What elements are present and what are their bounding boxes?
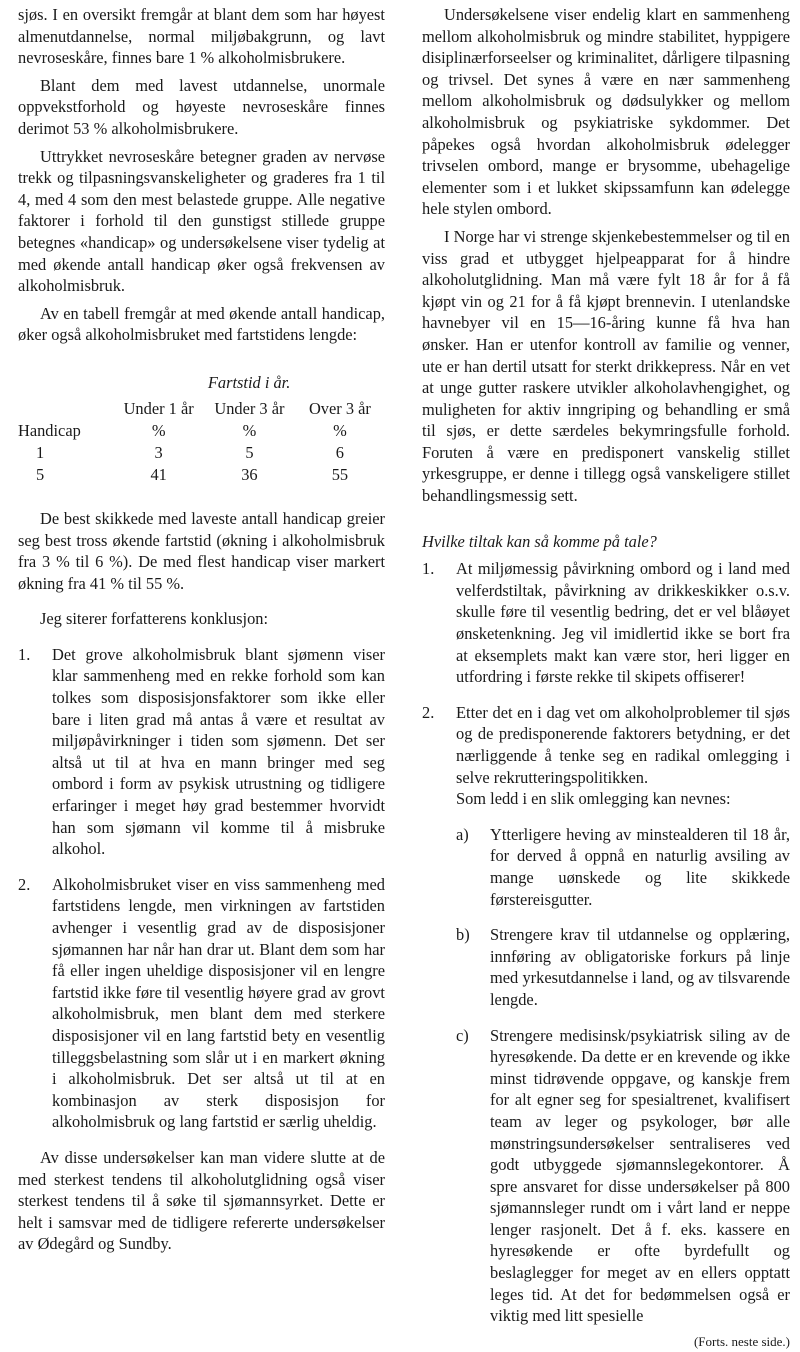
sub-list (456, 824, 790, 1327)
table-col-header: Under 1 år (123, 399, 194, 419)
table-cell: 55 (331, 465, 349, 485)
fartstid-table (18, 368, 385, 486)
sub-list-text: Strengere medisinsk/psykiatrisk siling av de hyresøkende. Da dette er en krevende og ikke minst tidrøvende oppgave, og kanskje frem for alt egner seg for spesialtrenet, kvalifisert team av leger og psykologer, bør alle mønstringsundersøkelser sentraliseres ved godt utbyggede sjømannslegekontorer. Å spre ansvaret for disse undersøkelser på 800 sjømannsleger rundt om i vårt land er neppe lenger rasjonelt. Det å f. eks. kassere en hyresøkende er ofte byrdefullt og beslaglegger for meget av en ellers opptatt leges tid. At det for bedømmelsen også er viktig med litt spesielle (490, 1025, 790, 1326)
paragraph: Av en tabell fremgår at med økende antall handicap, øker også alkoholmisbruket med fartstidens lengde: (18, 303, 385, 345)
left-column (18, 4, 385, 1255)
paragraph: Uttrykket nevroseskåre betegner graden av nervøse trekk og tilpasningsvanskeligheter og graderes fra 1 til 4, med 4 som den mest belastede gruppe. Alle negative faktorer i forhold til den gunstigst stillede gruppe betegnes «handicap» og undersøkelsene viser tydelig at med økende antall handicap øker også frekvensen av alkoholmisbruk. (18, 146, 385, 296)
paragraph: Jeg siterer forfatterens konklusjon: (40, 609, 269, 629)
table-col-header: Over 3 år (308, 399, 371, 419)
table-cell: 6 (335, 443, 344, 463)
sub-list-text: Ytterligere heving av minstealderen til 18 år, for derved å oppnå en naturlig avsiling av mange uønskede og lite skikkede førstereisgutter. (490, 824, 790, 909)
paragraph: De best skikkede med laveste antall handicap greier seg best tross økende fartstid (økning i alkoholmisbruk fra 3 % til 6 %). De med flest handicap viser markert økning fra 41 % til 55 %. (18, 508, 385, 593)
sub-list-item (456, 1025, 790, 1327)
list-subtext: Som ledd i en slik omlegging kan nevnes: (456, 789, 731, 809)
sub-list-item (456, 824, 790, 910)
list-text: At miljømessig påvirkning ombord og i land med velferdstiltak, påvirkning av drikkeskikker o.s.v. skulle føre til vesentlig bedring, det er vel blåøyet ønsketenkning. Jeg vil imidlertid ikke se bort fra at eksemplets makt kan være stor, heri ligger en utfordring i første rekke til skipets offiserer! (456, 559, 790, 687)
sub-list-letter: c) (456, 1025, 469, 1045)
sub-list-letter: b) (456, 925, 470, 945)
section-heading: Hvilke tiltak kan så komme på tale? (422, 531, 657, 551)
sub-list-item (456, 924, 790, 1010)
paragraph: sjøs. I en oversikt fremgår at blant dem som har høyest almenutdannelse, normal miljøbakgrunn, og lavt nevroseskåre, finnes bare 1 % alkoholmisbrukere. (18, 5, 385, 68)
list-text: Alkoholmisbruket viser en viss sammenheng med fartstidens lengde, men virkningen av fartstiden avhenger i vesentlig grad av de disposisjoner sjømannen har når han drar ut. Blant dem som har få eller ingen uheldige disposisjoner vil en lengre fartstid ikke føre til vesentlig høyere grad av grovt alkoholmisbruk, men blant dem med sterkere disposisjoner vil en lang fartstid bety en vesentlig tilleggsbelastning som slår ut i en markert økning i alkoholmisbruk. Det ser altså ut til at en kombinasjon av sterk disposisjon for alkoholmisbruk og lang fartstid er særlig uheldig. (52, 874, 385, 1132)
table-cell: 41 (150, 465, 167, 485)
table-row (18, 442, 385, 464)
list-item (422, 558, 790, 688)
list-number: 2. (422, 702, 435, 722)
list-item (422, 702, 790, 1327)
sub-list-text: Strengere krav til utdannelse og opplæring, innføring av obligatoriske forkurs på linje med yrkesutdannelse i land, og av tilsvarende lengde. (490, 925, 790, 1009)
conclusion-list (18, 644, 385, 1133)
table-row-label: 5 (36, 465, 45, 485)
continued-note: (Forts. neste side.) (693, 1333, 790, 1349)
table-row-header: Handicap (18, 421, 81, 441)
paragraph: Undersøkelsene viser endelig klart en sammenheng mellom alkoholmisbruk og mindre stabilitet, hyppigere disiplinærforseelser og kriminalitet, dårligere tilpasning og trivsel. Det synes å være en nær sammenheng mellom alkoholmisbruk og dødsulykker og mellom alkoholmisbruk og psykiatriske sykdommer. Det påpekes også hvordan alkoholmisbruk ødelegger trivselen ombord, mange er brysomme, ubehagelige elementer som i et lukket skipssamfunn kan ødelegge hele stylen ombord. (422, 5, 790, 219)
table-cell: 5 (245, 443, 254, 463)
table-cell: 36 (241, 465, 258, 485)
list-number: 1. (422, 559, 435, 579)
table-col-header: Under 3 år (214, 399, 285, 419)
paragraph: I Norge har vi strenge skjenkebestemmelser og til en viss grad et utbygget hjelpeapparat for å hindre alkoholutglidning. Man må være fylt 18 år for å få kjøpt vin og 21 for å få kjøpt brennevin. I utenlandske havnebyer vil en 15—16-åring kunne få hva han ønsker. Han er utenfor kontroll av familie og venner, ute er han dertil utsatt for sterkt drikkepress. Når en vet at unge gutter raskere utvikler alkoholavhengighet, og muligheten for aktiv inngriping og behandling er små til sjøs, er dette særdeles bekymringsfulle forhold. Foruten å være en predisponert vanskelig stillet yrkesgruppe, er denne i tillegg også vanskeligere stillet behandlingsmessig sett. (422, 226, 790, 506)
table-cell: 3 (154, 443, 163, 463)
measures-list (422, 558, 790, 1327)
table-row-label: 1 (36, 443, 45, 463)
right-column (422, 4, 790, 1352)
list-number: 1. (18, 644, 31, 664)
table-row (18, 464, 385, 486)
paragraph: Blant dem med lavest utdannelse, unormale oppvekstforhold og høyeste nevroseskåre finnes derimot 53 % alkoholmisbrukere. (18, 75, 385, 138)
sub-list-letter: a) (456, 824, 469, 844)
list-text: Det grove alkoholmisbruk blant sjømenn viser klar sammenheng med en rekke forhold som kan tolkes som disposisjonsfaktorer som ikke eller bare i liten grad må antas å være et resultat av miljøpåvirkninger i tiden som sjømenn. Det ser altså ut til at hva en mann bringer med seg ombord i form av psykisk utrustning og tidligere erfaringer i meget høy grad bestemmer hvorvidt han som sjømann vil komme til å misbruke alkohol. (52, 644, 385, 859)
list-item (18, 874, 385, 1133)
list-item (18, 644, 385, 860)
table-caption: Fartstid i år. (207, 373, 291, 393)
list-number: 2. (18, 874, 31, 894)
table-unit: % (151, 421, 166, 441)
list-text: Etter det en i dag vet om alkoholproblemer til sjøs og de predisponerende faktorers betydning, er det nærliggende å tenke seg en radikal omlegging i selve rekrutteringspolitikken. (456, 702, 790, 787)
paragraph: Av disse undersøkelser kan man videre slutte at de med sterkest tendens til alkoholutglidning også viser sterkest tendens til å søke til sjømannsyrket. Dette er helt i samsvar med de tidligere refererte undersøkelser av Ødegård og Sundby. (18, 1147, 385, 1254)
table-unit: % (242, 421, 257, 441)
table-unit: % (333, 421, 347, 441)
